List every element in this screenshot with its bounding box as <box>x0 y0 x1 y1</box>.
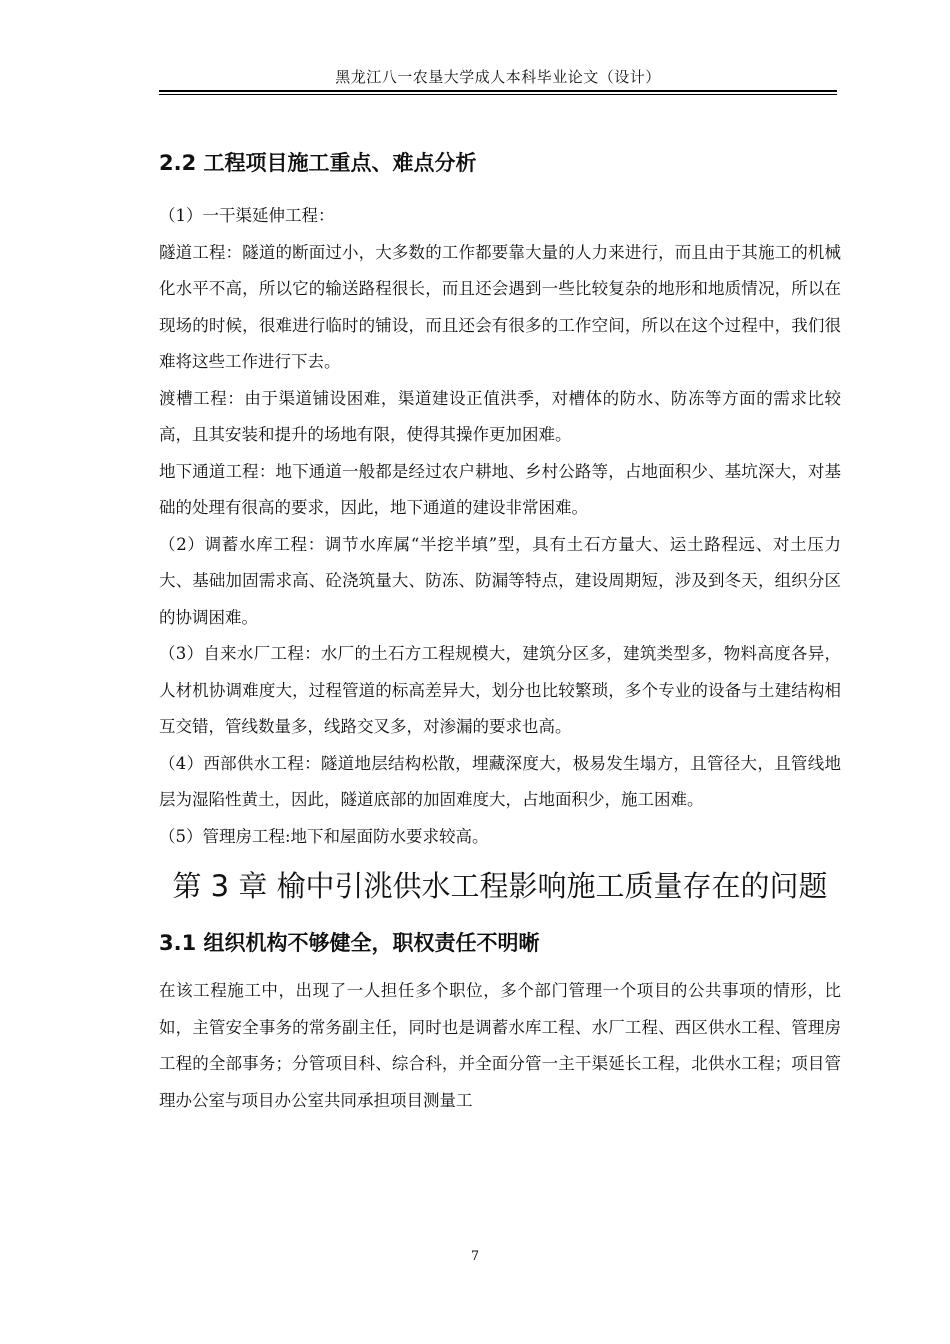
paragraph-item-5: （5）管理房工程:地下和屋面防水要求较高。 <box>159 826 489 846</box>
paragraph-tunnel: 隧道工程：隧道的断面过小，大多数的工作都要靠大量的人力来进行，而且由于其施工的机械化水平不高，所以它的输送路程很长，而且还会遇到一些比较复杂的地形和地质情况，所以在现场的时候，很难进行临时的铺设，而且还会有很多的工作空间，所以在这个过程中，我们很难将这些工作进行下去。 <box>159 242 841 371</box>
section-heading-3-1: 3.1 组织机构不够健全，职权责任不明晰 <box>159 931 540 955</box>
page-number: 7 <box>470 1249 480 1264</box>
paragraph-item-1-title: （1）一干渠延伸工程： <box>159 206 335 225</box>
section-heading-2-2: 2.2 工程项目施工重点、难点分析 <box>159 151 477 175</box>
paragraph-item-4: （4）西部供水工程：隧道地层结构松散，埋藏深度大，极易发生塌方，且管径大，且管线地层为湿陷性黄土，因此，隧道底部的加固难度大，占地面积少，施工困难。 <box>159 753 841 809</box>
paragraph-3-1: 在该工程施工中，出现了一人担任多个职位，多个部门管理一个项目的公共事项的情形，比如，主管安全事务的常务副主任，同时也是调蓄水库工程、水厂工程、西区供水工程、管理房工程的全部事务；分管项目科、综合科，并全面分管一主干渠延长工程，北供水工程；项目管理办公室与项目办公室共同承担项目测量工 <box>159 981 841 1110</box>
chapter-heading-3: 第 3 章 榆中引洮供水工程影响施工质量存在的问题 <box>172 869 828 903</box>
header-rule-thin <box>159 94 837 95</box>
paragraph-item-3: （3）自来水厂工程：水厂的土石方工程规模大，建筑分区多，建筑类型多，物料高度各异，人材机协调难度大，过程管道的标高差异大，划分也比较繁琐，多个专业的设备与土建结构相互交错，管线数量多，线路交叉多，对渗漏的要求也高。 <box>159 644 841 736</box>
page-body <box>159 140 841 1119</box>
paragraph-aqueduct: 渡槽工程：由于渠道铺设困难，渠道建设正值洪季，对槽体的防水、防冻等方面的需求比较高，且其安装和提升的场地有限，使得其操作更加困难。 <box>159 388 841 444</box>
paragraph-item-2: （2）调蓄水库工程：调节水库属“半挖半填”型，具有土石方量大、运土路程远、对土压力大、基础加固需求高、砼浇筑量大、防冻、防漏等特点，建设周期短，涉及到冬天，组织分区的协调困难。 <box>159 534 841 627</box>
header-rule-thick <box>159 90 837 92</box>
running-header: 黑龙江八一农垦大学成人本科毕业论文（设计） <box>335 68 661 86</box>
paragraph-underpass: 地下通道工程：地下通道一般都是经过农户耕地、乡村公路等，占地面积少、基坑深大，对基础的处理有很高的要求，因此，地下通道的建设非常困难。 <box>159 461 841 517</box>
